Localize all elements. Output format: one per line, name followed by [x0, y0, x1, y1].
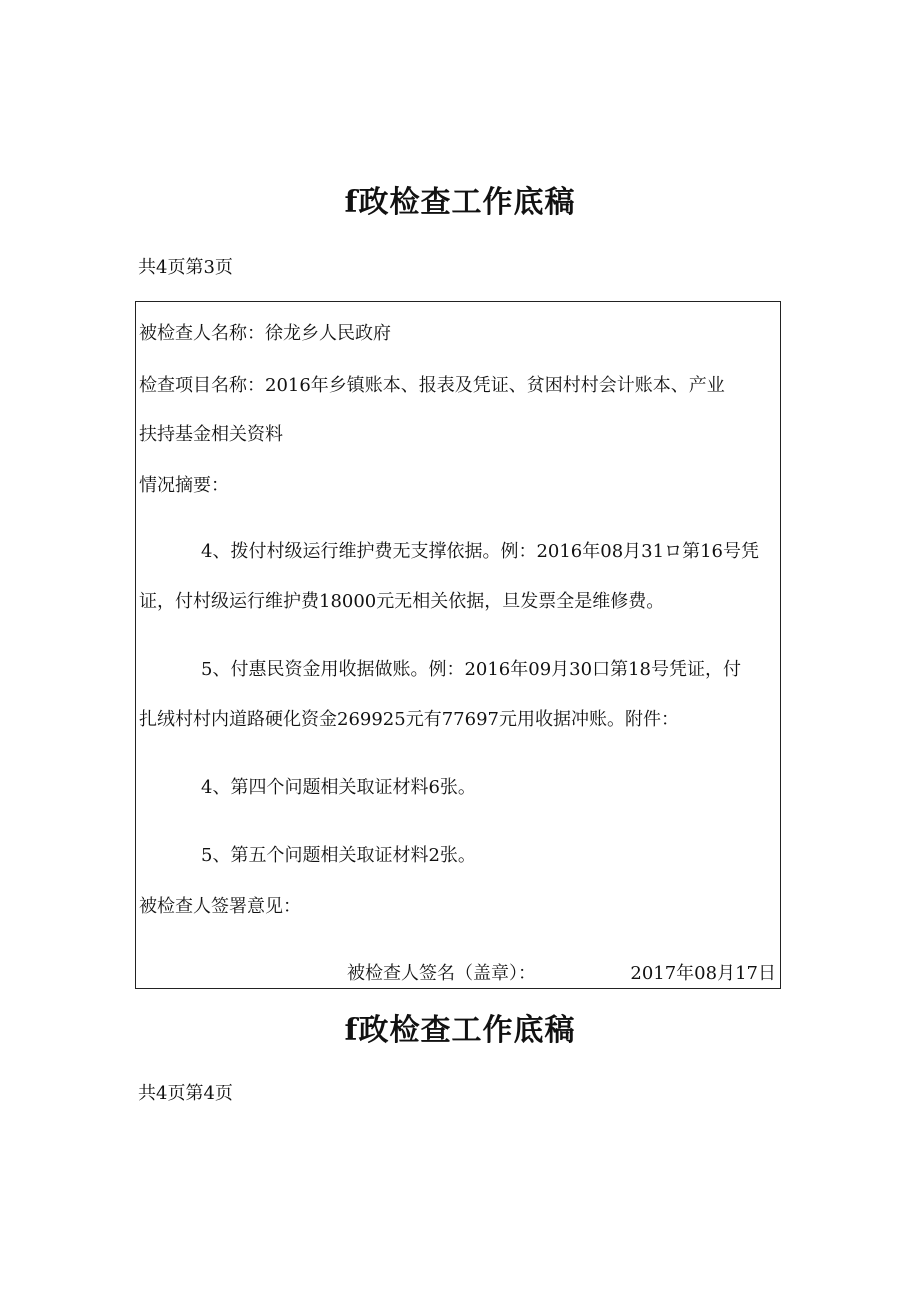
worksheet-record-box	[135, 301, 781, 989]
project-name-line-continued: 扶持基金相关资料	[139, 424, 283, 445]
project-name-line: 检查项目名称：2016年乡镇账本、报表及凭证、贫困村村会计账本、产业	[139, 375, 725, 396]
finding-5-line: 5、付惠民资金用收据做账。例：2016年09月30口第18号凭证，付	[201, 659, 741, 680]
page-title: f政检查工作底稿	[344, 1013, 576, 1048]
attachment-4-line: 4、第四个问题相关取证材料6张。	[201, 777, 476, 798]
signature-label: 被检查人签名（盖章）：	[347, 963, 536, 984]
page-counter: 共4页第4页	[138, 1083, 233, 1104]
page-title: f政检查工作底稿	[344, 185, 576, 220]
inspectee-name-line: 被检查人名称：徐龙乡人民政府	[139, 323, 391, 344]
finding-5-line-continued: 扎绒村村内道路硬化资金269925元有77697元用收据冲账。附件：	[139, 709, 679, 730]
summary-label: 情况摘要：	[139, 475, 229, 496]
attachment-5-line: 5、第五个问题相关取证材料2张。	[201, 845, 476, 866]
inspectee-opinion-label: 被检查人签署意见：	[139, 896, 301, 917]
signature-date: 2017年08月17日	[630, 963, 776, 984]
finding-4-line: 4、拨付村级运行维护费无支撑依据。例：2016年08月31ロ第16号凭	[201, 541, 759, 562]
finding-4-line-continued: 证，付村级运行维护费18000元无相关依据，旦发票全是维修费。	[139, 591, 665, 612]
page-counter: 共4页第3页	[138, 257, 233, 278]
